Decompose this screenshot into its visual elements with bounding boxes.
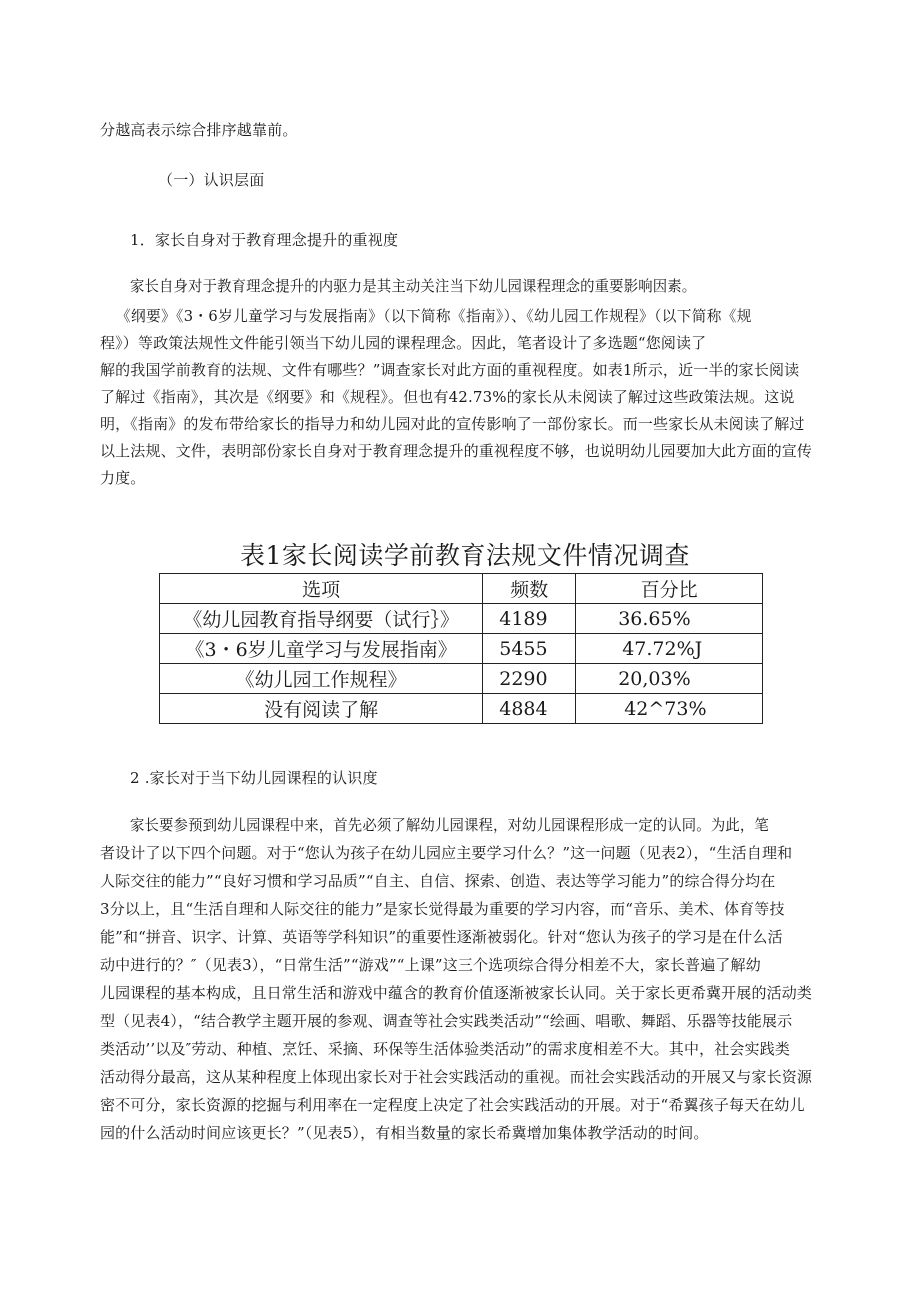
cell-count: 5455 <box>483 634 576 664</box>
header-percent: 百分比 <box>576 574 763 604</box>
table-row <box>160 664 763 694</box>
paragraph-line: 3分以上，且“生活自理和人际交往的能力”是家长觉得最为重要的学习内容，而“音乐、美术、体育等技 <box>100 900 785 918</box>
paragraph-line: 人际交往的能力”“良好习惯和学习品质”“自主、自信、探索、创造、表达等学习能力”的综合得分均在 <box>100 872 776 890</box>
subsection-heading-1: 1．家长自身对于教育理念提升的重视度 <box>130 231 399 249</box>
paragraph-line: 密不可分，家长资源的挖掘与利用率在一定程度上决定了社会实践活动的开展。对于“希翼孩子每天在幼儿 <box>100 1096 805 1114</box>
cell-percent: 20,03% <box>576 664 763 694</box>
cell-option: 《3・6岁儿童学习与发展指南》 <box>160 634 483 664</box>
cell-option: 没有阅读了解 <box>160 694 483 724</box>
paragraph-line: 型（见表4），“结合教学主题开展的参观、调查等社会实践类活动”“绘画、唱歌、舞蹈、乐器等技能展示 <box>100 1012 793 1030</box>
paragraph-line: 者设计了以下四个问题。对于“您认为孩子在幼儿园应主要学习什么？”这一问题（见表2），“生活自理和 <box>100 844 793 862</box>
cell-count: 2290 <box>483 664 576 694</box>
table-header-row <box>160 574 763 604</box>
table-title: 表1家长阅读学前教育法规文件情况调查 <box>240 541 690 570</box>
paragraph-line: 家长要参预到幼儿园课程中来，首先必须了解幼儿园课程，对幼儿园课程形成一定的认同。为此，笔 <box>130 816 769 834</box>
table-row <box>160 634 763 664</box>
paragraph-line: 动中进行的？″（见表3），“日常生活”“游戏”“上课”这三个选项综合得分相差不大，家长普遍了解幼 <box>100 956 761 974</box>
paragraph-line: 儿园课程的基本构成，且日常生活和游戏中蕴含的教育价值逐渐被家长认同。关于家长更希冀开展的活动类 <box>100 984 813 1002</box>
table-row <box>160 604 763 634</box>
cell-percent: 47.72%J <box>576 634 763 664</box>
paragraph-line: 活动得分最高，这从某种程度上体现出家长对于社会实践活动的重视。而社会实践活动的开展又与家长资源 <box>100 1068 813 1086</box>
paragraph-line: 力度。 <box>100 469 146 487</box>
paragraph-line: 家长自身对于教育理念提升的内驱力是其主动关注当下幼儿园课程理念的重要影响因素。 <box>130 277 697 295</box>
cell-count: 4189 <box>483 604 576 634</box>
header-option: 选项 <box>160 574 483 604</box>
paragraph-line: 明，《指南》的发布带给家长的指导力和幼儿园对此的宣传影响了一部份家长。而一些家长从未阅读了解过 <box>100 415 805 433</box>
cell-count: 4884 <box>483 694 576 724</box>
paragraph-line: 园的什么活动时间应该更长？”（见表5），有相当数量的家长希冀增加集体教学活动的时间。 <box>100 1124 709 1142</box>
subsection-heading-2: 2 .家长对于当下幼儿园课程的认识度 <box>130 769 378 787</box>
section-heading: （一）认识层面 <box>158 171 265 189</box>
paragraph-line: 类活动’’以及″劳动、种植、烹饪、采摘、环保等生活体验类活动”的需求度相差不大。其中，社会实践类 <box>100 1040 791 1058</box>
paragraph-line: 了解过《指南》，其次是《纲要》和《规程》。但也有42.73%的家长从未阅读了解过这些政策法规。这说 <box>100 388 795 406</box>
paragraph-line: 《纲要》《3・6岁儿童学习与发展指南》（以下简称《指南》）、《幼儿园工作规程》（以下简称《规 <box>116 307 752 325</box>
paragraph-line: 能”和“拼音、识字、计算、英语等学科知识”的重要性逐渐被弱化。针对“您认为孩子的学习是在什么活 <box>100 928 783 946</box>
paragraph-line: 以上法规、文件，表明部份家长自身对于教育理念提升的重视程度不够，也说明幼儿园要加大此方面的宣传 <box>100 442 813 460</box>
header-count: 频数 <box>483 574 576 604</box>
cell-percent: 42^73% <box>576 694 763 724</box>
cell-option: 《幼儿园工作规程》 <box>160 664 483 694</box>
paragraph-line: 程》）等政策法规性文件能引领当下幼儿园的课程理念。因此，笔者设计了多选题“您阅读了 <box>100 334 707 352</box>
cell-option: 《幼儿园教育指导纲要（试行｝》 <box>160 604 483 634</box>
top-line: 分越高表示综合排序越靠前。 <box>100 121 298 139</box>
survey-table <box>159 573 763 724</box>
paragraph-line: 解的我国学前教育的法规、文件有哪些？”调查家长对此方面的重视程度。如表1所示，近一半的家长阅读 <box>100 361 800 379</box>
cell-percent: 36.65% <box>576 604 763 634</box>
table-row <box>160 694 763 724</box>
